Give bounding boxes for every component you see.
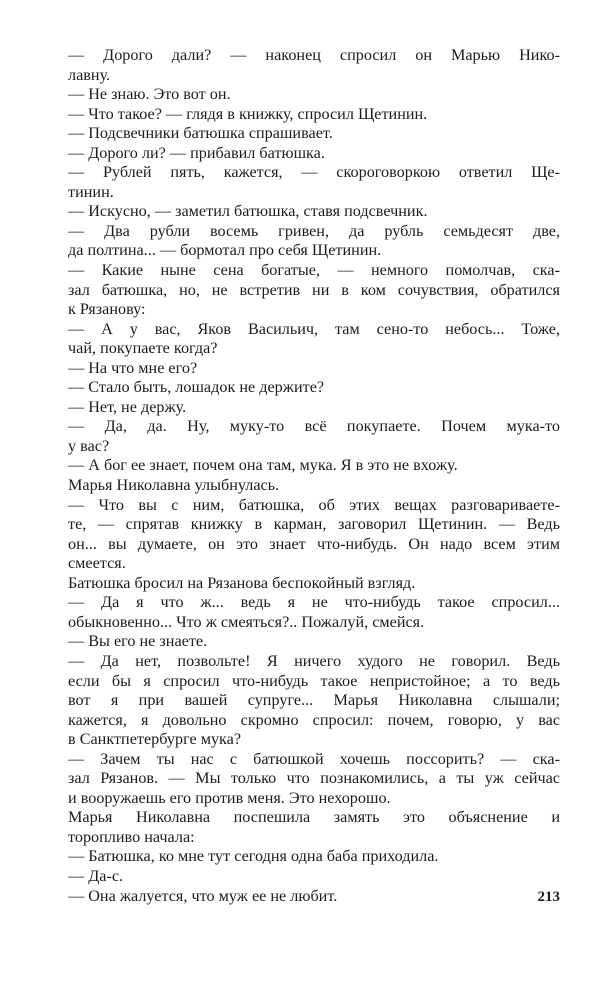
text-line: Марья Николавна поспешила замять это объяснение и	[68, 808, 560, 827]
text-line: — Стало быть, лошадок не держите?	[68, 378, 325, 397]
text-line: — Подсвечники батюшка спрашивает.	[68, 124, 333, 143]
text-line: вот я при вашей супруге... Марья Николавна слышали;	[68, 691, 560, 710]
text-line: кажется, я довольно скромно спросил: почем, говорю, у вас	[68, 710, 560, 729]
text-line: — Дорого ли? — прибавил батюшка.	[68, 143, 325, 162]
text-line: обыкновенно... Что ж смеяться?.. Пожалуй, смейся.	[68, 612, 425, 631]
text-line: тинин.	[68, 182, 114, 201]
page-number: 213	[537, 889, 560, 905]
text-line: лавну.	[68, 65, 111, 84]
text-line: — На что мне его?	[68, 358, 198, 377]
text-line: в Санктпетербурге мука?	[68, 730, 242, 749]
text-line: чай, покупаете когда?	[68, 339, 218, 358]
text-line: зал Рязанов. — Мы только что познакомились, а ты уж сейчас	[68, 769, 560, 788]
text-line: — Да-с.	[68, 866, 124, 885]
text-line: те, — спрятав книжку в карман, заговорил Щетинин. — Ведь	[68, 515, 560, 534]
text-line: — Зачем ты нас с батюшкой хочешь поссорить? — ска-	[68, 749, 560, 768]
text-line: — Два рубли восемь гривен, да рубль семьдесят две,	[68, 221, 560, 240]
text-line: — Батюшка, ко мне тут сегодня одна баба приходила.	[68, 847, 439, 866]
text-line: зал батюшка, но, не встретив ни в ком сочувствия, обратился	[68, 280, 560, 299]
text-line: — Она жалуется, что муж ее не любит.	[68, 886, 338, 905]
text-line: — Да я что ж... ведь я не что-нибудь такое спросил...	[68, 593, 560, 612]
text-line: он... вы думаете, он это знает что-нибудь. Он надо всем этим	[68, 534, 560, 553]
text-line: смеется.	[68, 554, 126, 573]
text-line: — Не знаю. Это вот он.	[68, 85, 231, 104]
text-line: — А бог ее знает, почем она там, мука. Я в это не вхожу.	[68, 456, 458, 475]
text-line: Марья Николавна улыбнулась.	[68, 476, 280, 495]
text-line: — Да, да. Ну, муку-то всё покупаете. Почем мука-то	[68, 417, 560, 436]
text-line: — Нет, не держу.	[68, 397, 187, 416]
text-line: — А у вас, Яков Васильич, там сено-то небось... Тоже,	[68, 319, 560, 338]
text-line: — Дорого дали? — наконец спросил он Марью Нико-	[68, 46, 560, 64]
text-line: — Да нет, позвольте! Я ничего худого не говорил. Ведь	[68, 651, 560, 670]
text-line: — Что такое? — глядя в книжку, спросил Щетинин.	[68, 104, 428, 123]
text-line: торопливо начала:	[68, 827, 195, 846]
text-line: — Искусно, — заметил батюшка, ставя подсвечник.	[68, 202, 428, 221]
text-line: у вас?	[68, 436, 110, 455]
text-line: да полтина... — бормотал про себя Щетинин.	[68, 241, 382, 260]
text-line: — Какие ныне сена богатые, — немного помолчав, ска-	[68, 261, 560, 280]
text-line: если бы я спросил что-нибудь такое непристойное; а то ведь	[68, 671, 560, 690]
text-line: Батюшка бросил на Рязанова беспокойный взгляд.	[68, 573, 416, 592]
text-line: и вооружаешь его против меня. Это нехорошо.	[68, 788, 391, 807]
text-line: к Рязанову:	[68, 300, 146, 319]
text-line: — Что вы с ним, батюшка, об этих вещах разговариваете-	[68, 495, 560, 514]
text-line: — Рублей пять, кажется, — скороговоркою ответил Ще-	[68, 163, 560, 182]
page-text	[68, 46, 560, 906]
text-line: — Вы его не знаете.	[68, 632, 208, 651]
